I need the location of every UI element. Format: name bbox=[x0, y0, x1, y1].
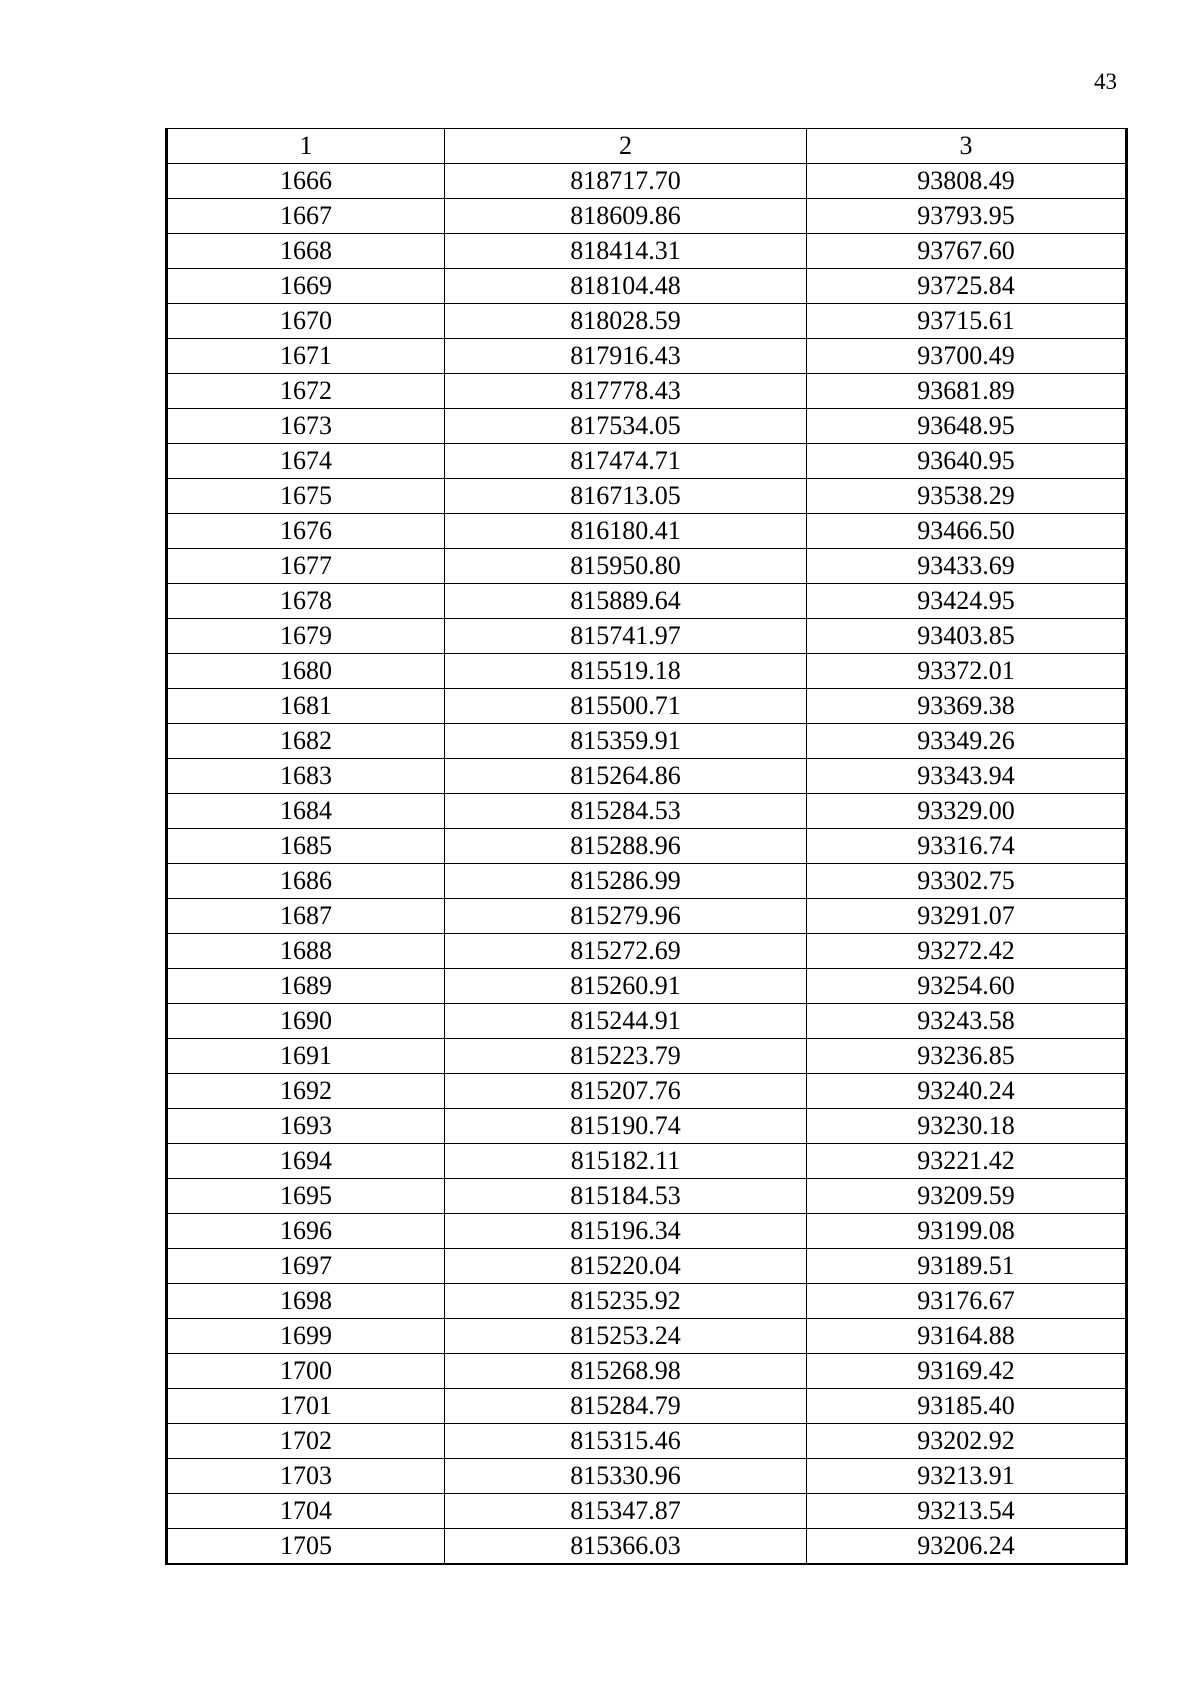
table-row bbox=[167, 1039, 1127, 1074]
table-body bbox=[167, 164, 1127, 1565]
table-cell-col-1: 1674 bbox=[167, 444, 445, 479]
table-cell-col-2: 815244.91 bbox=[445, 1004, 807, 1039]
table-cell-col-1: 1696 bbox=[167, 1214, 445, 1249]
table-cell-col-3: 93213.91 bbox=[807, 1459, 1127, 1494]
table-cell-col-2: 815190.74 bbox=[445, 1109, 807, 1144]
table-row bbox=[167, 724, 1127, 759]
table-cell-col-2: 815284.53 bbox=[445, 794, 807, 829]
table-cell-col-3: 93164.88 bbox=[807, 1319, 1127, 1354]
table-cell-col-2: 815366.03 bbox=[445, 1529, 807, 1565]
table-row bbox=[167, 1284, 1127, 1319]
table-cell-col-3: 93254.60 bbox=[807, 969, 1127, 1004]
table-cell-col-1: 1699 bbox=[167, 1319, 445, 1354]
table-cell-col-3: 93767.60 bbox=[807, 234, 1127, 269]
table-row bbox=[167, 444, 1127, 479]
table-row bbox=[167, 794, 1127, 829]
table-row bbox=[167, 759, 1127, 794]
table-row bbox=[167, 864, 1127, 899]
table-cell-col-1: 1700 bbox=[167, 1354, 445, 1389]
table-row bbox=[167, 1319, 1127, 1354]
table-cell-col-3: 93715.61 bbox=[807, 304, 1127, 339]
table-row bbox=[167, 689, 1127, 724]
table-cell-col-3: 93243.58 bbox=[807, 1004, 1127, 1039]
table-cell-col-2: 815184.53 bbox=[445, 1179, 807, 1214]
table-cell-col-2: 815207.76 bbox=[445, 1074, 807, 1109]
table-cell-col-3: 93169.42 bbox=[807, 1354, 1127, 1389]
column-header-2: 2 bbox=[445, 129, 807, 164]
table-cell-col-2: 817916.43 bbox=[445, 339, 807, 374]
table-row bbox=[167, 934, 1127, 969]
table-row bbox=[167, 1074, 1127, 1109]
table-cell-col-1: 1673 bbox=[167, 409, 445, 444]
table-cell-col-1: 1697 bbox=[167, 1249, 445, 1284]
table-cell-col-3: 93199.08 bbox=[807, 1214, 1127, 1249]
table-cell-col-1: 1672 bbox=[167, 374, 445, 409]
table-cell-col-1: 1690 bbox=[167, 1004, 445, 1039]
table-cell-col-3: 93213.54 bbox=[807, 1494, 1127, 1529]
table-row bbox=[167, 1249, 1127, 1284]
table-cell-col-1: 1676 bbox=[167, 514, 445, 549]
table-cell-col-2: 817778.43 bbox=[445, 374, 807, 409]
table-cell-col-1: 1666 bbox=[167, 164, 445, 199]
table-row bbox=[167, 1004, 1127, 1039]
page-number: 43 bbox=[1094, 69, 1117, 94]
table-cell-col-1: 1698 bbox=[167, 1284, 445, 1319]
table-cell-col-2: 815220.04 bbox=[445, 1249, 807, 1284]
table-row bbox=[167, 1494, 1127, 1529]
table-cell-col-3: 93372.01 bbox=[807, 654, 1127, 689]
table-cell-col-3: 93700.49 bbox=[807, 339, 1127, 374]
table-cell-col-2: 817474.71 bbox=[445, 444, 807, 479]
table-cell-col-2: 815264.86 bbox=[445, 759, 807, 794]
coordinates-table bbox=[165, 128, 1128, 1565]
table-cell-col-3: 93209.59 bbox=[807, 1179, 1127, 1214]
table-row bbox=[167, 374, 1127, 409]
table-cell-col-2: 815272.69 bbox=[445, 934, 807, 969]
table-cell-col-2: 815268.98 bbox=[445, 1354, 807, 1389]
table-row bbox=[167, 199, 1127, 234]
table-cell-col-1: 1678 bbox=[167, 584, 445, 619]
table-cell-col-3: 93240.24 bbox=[807, 1074, 1127, 1109]
table-cell-col-1: 1704 bbox=[167, 1494, 445, 1529]
table-row bbox=[167, 899, 1127, 934]
table-row bbox=[167, 514, 1127, 549]
table-cell-col-3: 93343.94 bbox=[807, 759, 1127, 794]
table-cell-col-2: 815359.91 bbox=[445, 724, 807, 759]
table-cell-col-2: 815330.96 bbox=[445, 1459, 807, 1494]
table-cell-col-3: 93329.00 bbox=[807, 794, 1127, 829]
table-cell-col-1: 1693 bbox=[167, 1109, 445, 1144]
table-cell-col-1: 1695 bbox=[167, 1179, 445, 1214]
table-row bbox=[167, 1144, 1127, 1179]
table-cell-col-2: 815519.18 bbox=[445, 654, 807, 689]
table-cell-col-1: 1671 bbox=[167, 339, 445, 374]
table-cell-col-3: 93403.85 bbox=[807, 619, 1127, 654]
table-cell-col-2: 815347.87 bbox=[445, 1494, 807, 1529]
table-cell-col-2: 816180.41 bbox=[445, 514, 807, 549]
table-cell-col-1: 1694 bbox=[167, 1144, 445, 1179]
table-row bbox=[167, 1424, 1127, 1459]
table-row bbox=[167, 549, 1127, 584]
table-row bbox=[167, 1529, 1127, 1565]
table-row bbox=[167, 619, 1127, 654]
table-cell-col-1: 1701 bbox=[167, 1389, 445, 1424]
table-cell-col-1: 1685 bbox=[167, 829, 445, 864]
table-cell-col-1: 1681 bbox=[167, 689, 445, 724]
table-cell-col-3: 93648.95 bbox=[807, 409, 1127, 444]
column-header-1: 1 bbox=[167, 129, 445, 164]
table-cell-col-1: 1688 bbox=[167, 934, 445, 969]
table-cell-col-2: 815260.91 bbox=[445, 969, 807, 1004]
table-row bbox=[167, 304, 1127, 339]
table-cell-col-3: 93185.40 bbox=[807, 1389, 1127, 1424]
table-cell-col-1: 1703 bbox=[167, 1459, 445, 1494]
table-row bbox=[167, 654, 1127, 689]
table-cell-col-3: 93808.49 bbox=[807, 164, 1127, 199]
table-cell-col-1: 1667 bbox=[167, 199, 445, 234]
table-cell-col-1: 1702 bbox=[167, 1424, 445, 1459]
table-cell-col-2: 815235.92 bbox=[445, 1284, 807, 1319]
table-row bbox=[167, 234, 1127, 269]
table-cell-col-1: 1680 bbox=[167, 654, 445, 689]
table-cell-col-2: 815284.79 bbox=[445, 1389, 807, 1424]
table-cell-col-2: 817534.05 bbox=[445, 409, 807, 444]
table-cell-col-3: 93272.42 bbox=[807, 934, 1127, 969]
table-row bbox=[167, 479, 1127, 514]
table-cell-col-3: 93369.38 bbox=[807, 689, 1127, 724]
table-cell-col-1: 1705 bbox=[167, 1529, 445, 1565]
table-cell-col-1: 1679 bbox=[167, 619, 445, 654]
table-cell-col-3: 93202.92 bbox=[807, 1424, 1127, 1459]
table-header bbox=[167, 129, 1127, 164]
column-header-3: 3 bbox=[807, 129, 1127, 164]
table-cell-col-3: 93466.50 bbox=[807, 514, 1127, 549]
table-row bbox=[167, 1354, 1127, 1389]
table-row bbox=[167, 1109, 1127, 1144]
table-cell-col-2: 818717.70 bbox=[445, 164, 807, 199]
table-cell-col-2: 815315.46 bbox=[445, 1424, 807, 1459]
table-row bbox=[167, 164, 1127, 199]
table-cell-col-3: 93349.26 bbox=[807, 724, 1127, 759]
table-row bbox=[167, 584, 1127, 619]
table-row bbox=[167, 1179, 1127, 1214]
table-row bbox=[167, 409, 1127, 444]
table-cell-col-2: 818028.59 bbox=[445, 304, 807, 339]
table-cell-col-3: 93725.84 bbox=[807, 269, 1127, 304]
table-cell-col-3: 93793.95 bbox=[807, 199, 1127, 234]
table-row bbox=[167, 339, 1127, 374]
table-row bbox=[167, 1389, 1127, 1424]
table-cell-col-2: 815288.96 bbox=[445, 829, 807, 864]
table-row bbox=[167, 269, 1127, 304]
table-cell-col-1: 1684 bbox=[167, 794, 445, 829]
table-cell-col-2: 815182.11 bbox=[445, 1144, 807, 1179]
table-cell-col-1: 1670 bbox=[167, 304, 445, 339]
table-cell-col-3: 93206.24 bbox=[807, 1529, 1127, 1565]
table-cell-col-1: 1668 bbox=[167, 234, 445, 269]
table-cell-col-3: 93236.85 bbox=[807, 1039, 1127, 1074]
table-cell-col-1: 1687 bbox=[167, 899, 445, 934]
table-cell-col-2: 815500.71 bbox=[445, 689, 807, 724]
table-cell-col-1: 1675 bbox=[167, 479, 445, 514]
table-cell-col-1: 1669 bbox=[167, 269, 445, 304]
table-row bbox=[167, 1459, 1127, 1494]
table-cell-col-2: 816713.05 bbox=[445, 479, 807, 514]
table-cell-col-2: 815741.97 bbox=[445, 619, 807, 654]
table-cell-col-1: 1677 bbox=[167, 549, 445, 584]
table-cell-col-3: 93316.74 bbox=[807, 829, 1127, 864]
table-cell-col-3: 93189.51 bbox=[807, 1249, 1127, 1284]
table-cell-col-1: 1682 bbox=[167, 724, 445, 759]
table-cell-col-3: 93681.89 bbox=[807, 374, 1127, 409]
table-cell-col-2: 818609.86 bbox=[445, 199, 807, 234]
table-row bbox=[167, 829, 1127, 864]
table-cell-col-3: 93433.69 bbox=[807, 549, 1127, 584]
table-cell-col-2: 815950.80 bbox=[445, 549, 807, 584]
table-row bbox=[167, 1214, 1127, 1249]
table-cell-col-1: 1686 bbox=[167, 864, 445, 899]
table-cell-col-3: 93176.67 bbox=[807, 1284, 1127, 1319]
table-cell-col-2: 818104.48 bbox=[445, 269, 807, 304]
table-row bbox=[167, 969, 1127, 1004]
table-cell-col-3: 93424.95 bbox=[807, 584, 1127, 619]
table-cell-col-1: 1691 bbox=[167, 1039, 445, 1074]
table-cell-col-3: 93538.29 bbox=[807, 479, 1127, 514]
table-cell-col-2: 815253.24 bbox=[445, 1319, 807, 1354]
table-cell-col-3: 93640.95 bbox=[807, 444, 1127, 479]
table-cell-col-3: 93291.07 bbox=[807, 899, 1127, 934]
table-cell-col-3: 93221.42 bbox=[807, 1144, 1127, 1179]
table-cell-col-2: 818414.31 bbox=[445, 234, 807, 269]
table-cell-col-2: 815889.64 bbox=[445, 584, 807, 619]
table-cell-col-1: 1689 bbox=[167, 969, 445, 1004]
header-row bbox=[167, 129, 1127, 164]
table-cell-col-2: 815196.34 bbox=[445, 1214, 807, 1249]
table-cell-col-3: 93302.75 bbox=[807, 864, 1127, 899]
table-cell-col-1: 1683 bbox=[167, 759, 445, 794]
table-cell-col-1: 1692 bbox=[167, 1074, 445, 1109]
table-cell-col-2: 815279.96 bbox=[445, 899, 807, 934]
table-cell-col-2: 815286.99 bbox=[445, 864, 807, 899]
table-cell-col-2: 815223.79 bbox=[445, 1039, 807, 1074]
table-cell-col-3: 93230.18 bbox=[807, 1109, 1127, 1144]
